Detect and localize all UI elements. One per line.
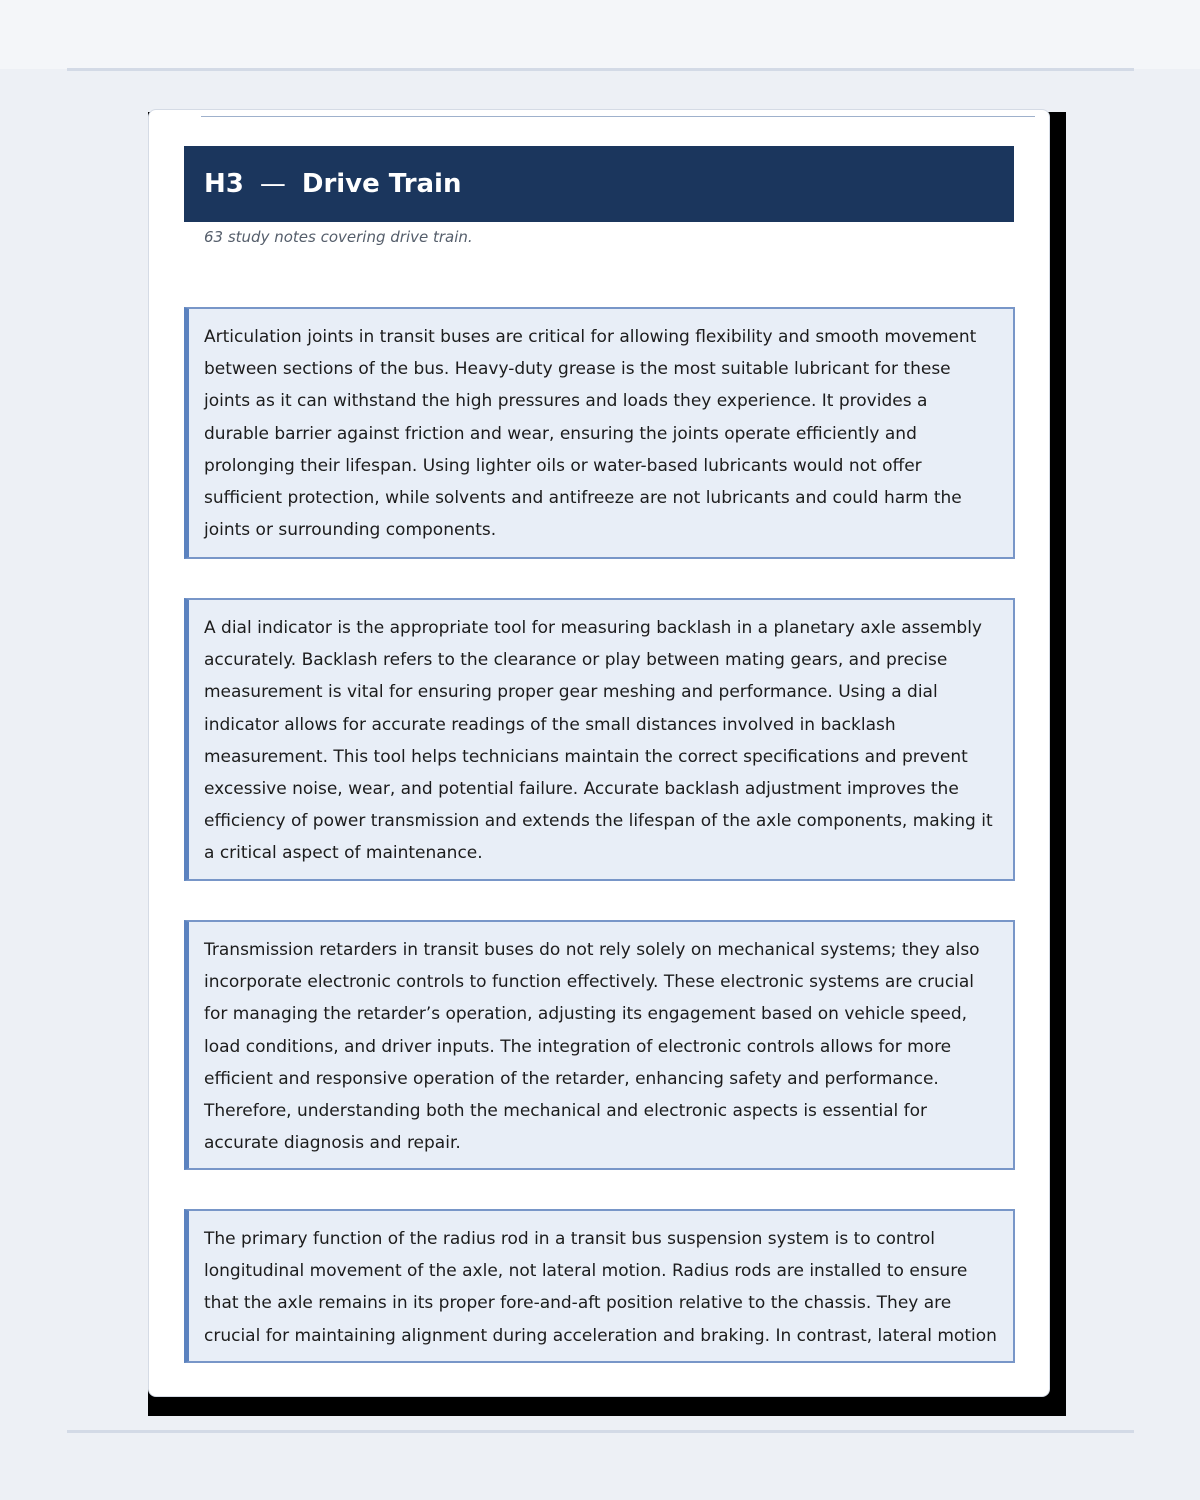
- note-text: Transmission retarders in transit buses do not rely solely on mechanical systems; they also incorporate electronic controls to function effectively. These electronic systems are crucial for managing the retarder’s operation, adjusting its engagement based on vehicle speed, load conditions, and driver inputs. The integration of electronic controls allows for more efficient and responsive operation of the retarder, enhancing safety and performance. Therefore, understanding both the mechanical and electronic aspects is essential for accurate diagnosis and repair.: [204, 940, 980, 1154]
- study-note: [184, 598, 1015, 881]
- top-divider: [67, 68, 1134, 71]
- study-note: [184, 920, 1015, 1170]
- section-code: H3: [204, 169, 244, 199]
- top-band: [0, 0, 1200, 69]
- document-page: [148, 109, 1050, 1397]
- section-title-bar: [184, 146, 1014, 222]
- bottom-divider: [67, 1430, 1134, 1433]
- study-note: [184, 1209, 1015, 1363]
- note-text: The primary function of the radius rod in a transit bus suspension system is to control longitudinal movement of the axle, not lateral motion. Radius rods are installed to ensure that the axle remains in its proper fore-and-aft position relative to the chassis. They are crucial for maintaining alignment during acceleration and braking. In contrast, lateral motion: [204, 1229, 997, 1346]
- study-note: [184, 307, 1015, 559]
- section-title: Drive Train: [301, 169, 462, 199]
- page-top-rule: [201, 116, 1035, 117]
- note-text: A dial indicator is the appropriate tool for measuring backlash in a planetary axle assembly accurately. Backlash refers to the clearance or play between mating gears, and precise measurement is vital for ensuring proper gear meshing and performance. Using a dial indicator allows for accurate readings of the small distances involved in backlash measurement. This tool helps technicians maintain the correct specifications and prevent excessive noise, wear, and potential failure. Accurate backlash adjustment improves the efficiency of power transmission and extends the lifespan of the axle components, making it a critical aspect of maintenance.: [204, 618, 993, 864]
- title-separator: —: [259, 169, 286, 199]
- section-subtitle: 63 study notes covering drive train.: [204, 228, 473, 246]
- note-text: Articulation joints in transit buses are critical for allowing flexibility and smooth movement between sections of the bus. Heavy-duty grease is the most suitable lubricant for these joints as it can withstand the high pressures and loads they experience. It provides a durable barrier against friction and wear, ensuring the joints operate efficiently and prolonging their lifespan. Using lighter oils or water-based lubricants would not offer sufficient protection, while solvents and antifreeze are not lubricants and could harm the joints or surrounding components.: [204, 327, 977, 541]
